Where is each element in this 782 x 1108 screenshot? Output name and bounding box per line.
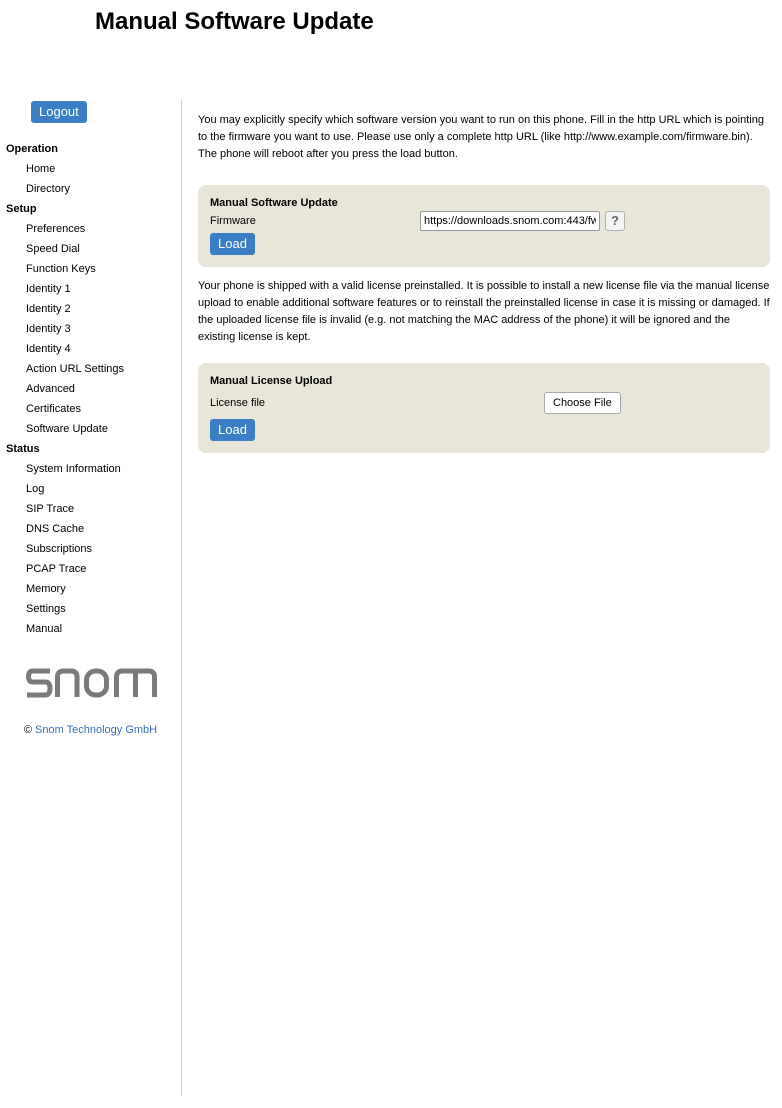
firmware-label: Firmware bbox=[210, 215, 256, 227]
intro-text: You may explicitly specify which software version you want to run on this phone. Fill in the http URL which is pointing to the firmware you want to use. Please use only a complete http URL (like http://www.example.com/firmware.bin). The phone will reboot after you press the load button. bbox=[198, 114, 764, 160]
license-load-button[interactable]: Load bbox=[210, 419, 255, 441]
sidebar-item-settings[interactable]: Settings bbox=[26, 603, 66, 615]
nav-section-setup: Setup bbox=[6, 203, 37, 215]
choose-file-button[interactable]: Choose File bbox=[544, 392, 621, 414]
sidebar-item-software-update[interactable]: Software Update bbox=[26, 423, 108, 435]
software-update-panel bbox=[198, 185, 770, 267]
sidebar-item-log[interactable]: Log bbox=[26, 483, 45, 495]
license-text: Your phone is shipped with a valid license preinstalled. It is possible to install a new license file via the manual license upload to enable additional software features or to reinstall the preinstalled license in case it is missing or damaged. If the uploaded license file is invalid (e.g. not matching the MAC address of the phone) it will be ignored and the existing license is kept. bbox=[198, 280, 770, 343]
software-panel-title: Manual Software Update bbox=[210, 197, 338, 209]
sidebar-item-identity-1[interactable]: Identity 1 bbox=[26, 283, 71, 295]
sidebar-item-home[interactable]: Home bbox=[26, 163, 56, 175]
sidebar-item-system-information[interactable]: System Information bbox=[26, 463, 121, 475]
sidebar-item-certificates[interactable]: Certificates bbox=[26, 403, 82, 415]
copyright-symbol: © bbox=[23, 724, 32, 736]
firmware-load-button[interactable]: Load bbox=[210, 233, 255, 255]
sidebar-item-function-keys[interactable]: Function Keys bbox=[26, 263, 96, 275]
sidebar-item-directory[interactable]: Directory bbox=[26, 183, 71, 195]
sidebar-item-advanced[interactable]: Advanced bbox=[26, 383, 75, 395]
nav-section-operation: Operation bbox=[6, 143, 58, 155]
sidebar-item-identity-4[interactable]: Identity 4 bbox=[26, 343, 71, 355]
sidebar-item-manual[interactable]: Manual bbox=[26, 623, 63, 635]
page-title: Manual Software Update bbox=[95, 8, 374, 35]
sidebar-item-pcap-trace[interactable]: PCAP Trace bbox=[26, 563, 87, 575]
snom-link[interactable]: Snom Technology GmbH bbox=[35, 724, 158, 736]
sidebar-item-action-url-settings[interactable]: Action URL Settings bbox=[26, 363, 125, 375]
nav-section-status: Status bbox=[6, 443, 40, 455]
license-file-label: License file bbox=[210, 397, 266, 409]
firmware-url-input[interactable] bbox=[420, 211, 600, 231]
license-upload-panel bbox=[198, 363, 770, 453]
sidebar-item-preferences[interactable]: Preferences bbox=[26, 223, 86, 235]
sidebar-nav bbox=[0, 139, 181, 639]
logout-button[interactable]: Logout bbox=[31, 101, 87, 123]
sidebar-item-identity-2[interactable]: Identity 2 bbox=[26, 303, 71, 315]
sidebar bbox=[0, 100, 182, 1096]
sidebar-item-memory[interactable]: Memory bbox=[26, 583, 66, 595]
snom-logo bbox=[26, 666, 158, 702]
license-panel-title: Manual License Upload bbox=[210, 375, 333, 387]
sidebar-item-sip-trace[interactable]: SIP Trace bbox=[26, 503, 75, 515]
help-button[interactable]: ? bbox=[605, 211, 625, 231]
sidebar-item-subscriptions[interactable]: Subscriptions bbox=[26, 543, 93, 555]
sidebar-item-speed-dial[interactable]: Speed Dial bbox=[26, 243, 80, 255]
copyright bbox=[0, 724, 181, 736]
sidebar-item-identity-3[interactable]: Identity 3 bbox=[26, 323, 71, 335]
sidebar-item-dns-cache[interactable]: DNS Cache bbox=[26, 523, 85, 535]
